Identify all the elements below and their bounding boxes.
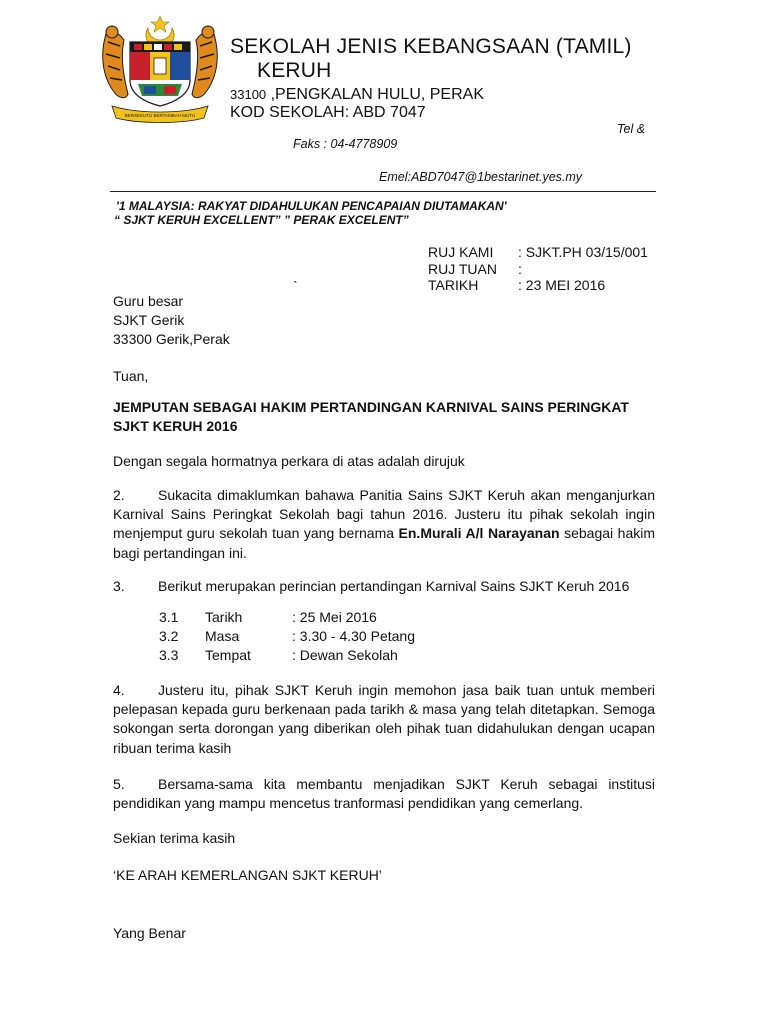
recipient-line2: SJKT Gerik	[113, 312, 185, 328]
detail-key: Tempat	[205, 647, 251, 663]
para5-text: Bersama-sama kita membantu menjadikan SJKT Keruh sebagai institusi pendidikan yang mampu mencetus tranformasi pendidikan yang cemerlang.	[113, 776, 655, 812]
tel-label: Tel &	[617, 122, 646, 136]
closing-thanks: Sekian terima kasih	[113, 830, 236, 846]
postcode: 33100	[230, 87, 267, 102]
subject-line2: SJKT KERUH 2016	[113, 418, 238, 434]
school-address	[230, 86, 484, 104]
address-rest: ,PENGKALAN HULU, PERAK	[266, 86, 484, 103]
stray-backtick: `	[293, 278, 298, 294]
para2-number: 2.	[113, 487, 125, 503]
recipient-line1: Guru besar	[113, 293, 184, 309]
closing-signoff: Yang Benar	[113, 925, 186, 941]
motto-line1: '1 MALAYSIA: RAKYAT DIDAHULUKAN PENCAPAIAN DIUTAMAKAN'	[116, 199, 507, 213]
school-name-line1: SEKOLAH JENIS KEBANGSAAN (TAMIL)	[230, 35, 632, 58]
email-address: Emel:ABD7047@1bestarinet.yes.my	[379, 170, 583, 184]
detail-num: 3.3	[159, 647, 179, 663]
ref-value-ruj-kami: : SJKT.PH 03/15/001	[518, 244, 648, 260]
detail-value: : 3.30 - 4.30 Petang	[292, 628, 415, 644]
detail-value: : Dewan Sekolah	[292, 647, 398, 663]
subject-line1: JEMPUTAN SEBAGAI HAKIM PERTANDINGAN KARNIVAL SAINS PERINGKAT	[113, 399, 629, 415]
detail-num: 3.2	[159, 628, 179, 644]
ref-label-tarikh: TARIKH	[428, 277, 479, 293]
fax-number: Faks : 04-4778909	[293, 137, 398, 151]
para2-text	[113, 486, 655, 563]
motto-line2: “ SJKT KERUH EXCELLENT” ” PERAK EXCELENT”	[114, 213, 409, 227]
closing-slogan: ‘KE ARAH KEMERLANGAN SJKT KERUH’	[113, 867, 382, 883]
para2-before: Sukacita dimaklumkan bahawa Panitia Sains SJKT Keruh akan menganjurkan Karnival Sains Peringkat Sekolah bagi tahun 2016. Justeru itu pihak sekolah ingin menjemput guru sekolah tuan yang bernama	[113, 487, 655, 542]
intro-line: Dengan segala hormatnya perkara di atas adalah dirujuk	[113, 453, 465, 469]
ref-label-ruj-kami: RUJ KAMI	[428, 244, 494, 260]
recipient-line3: 33300 Gerik,Perak	[113, 331, 230, 347]
para2-after: sebagai hakim bagi pertandingan ini.	[113, 525, 656, 561]
school-code: KOD SEKOLAH: ABD 7047	[230, 104, 426, 121]
ref-value-ruj-tuan: :	[518, 261, 522, 277]
malaysia-coat-of-arms-logo	[98, 14, 222, 126]
ref-label-ruj-tuan: RUJ TUAN	[428, 261, 497, 277]
crest-banner-text: BERSEKUTU BERTAMBAH MUTU	[124, 113, 196, 118]
detail-key: Tarikh	[205, 609, 243, 625]
para4-text: Justeru itu, pihak SJKT Keruh ingin memohon jasa baik tuan untuk memberi pelepasan kepada guru berkenaan pada tarikh & masa yang telah ditetapkan. Semoga sokongan serta dorongan yang diberikan oleh pihak tuan didahulukan dengan ucapan ribuan terima kasih	[113, 682, 655, 756]
ref-value-tarikh: : 23 MEI 2016	[518, 277, 606, 293]
para2-bold-name: En.Murali A/l Narayanan	[398, 525, 560, 542]
para4-number: 4.	[113, 682, 125, 698]
header-divider	[110, 191, 656, 192]
school-name-line2: KERUH	[257, 59, 332, 82]
detail-key: Masa	[205, 628, 240, 644]
detail-value: : 25 Mei 2016	[292, 609, 377, 625]
para5-number: 5.	[113, 776, 125, 792]
detail-num: 3.1	[159, 609, 179, 625]
para3-number: 3.	[113, 578, 125, 594]
para3-text: Berikut merupakan perincian pertandingan Karnival Sains SJKT Keruh 2016	[158, 578, 630, 594]
salutation: Tuan,	[113, 368, 149, 384]
